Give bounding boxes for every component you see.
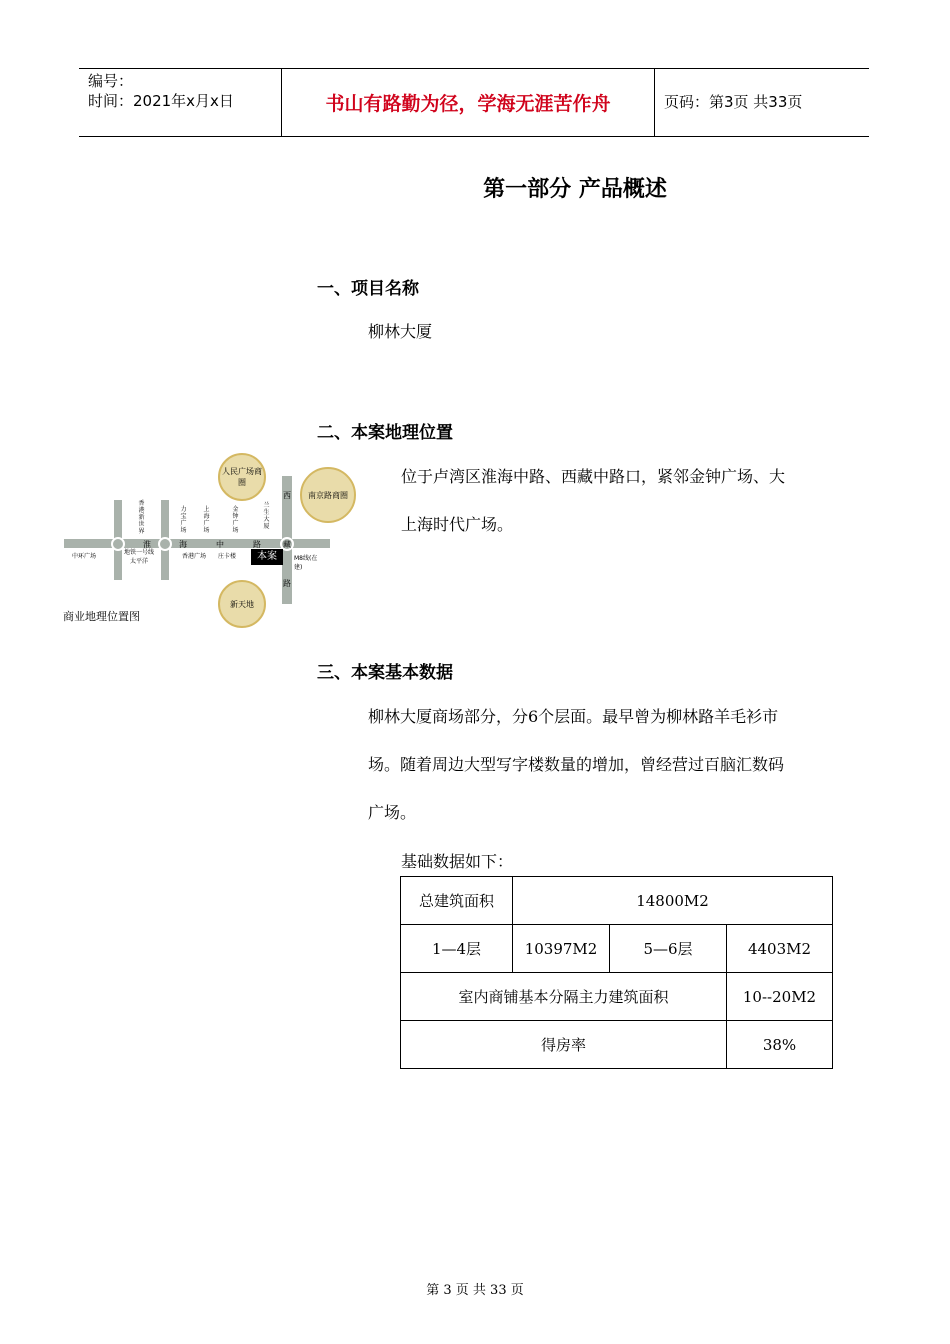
section-title: 三、本案基本数据 [317, 663, 453, 683]
data-text-line: 柳林大厦商场部分，分6个层面。最早曾为柳林路羊毛衫市 [368, 707, 779, 726]
map-road-char: 海 [179, 540, 187, 549]
header-motto: 书山有路勤为径，学海无涯苦作舟 [325, 93, 611, 115]
section-title: 二、本案地理位置 [317, 423, 453, 443]
map-label-poi: 庄卡楼 [218, 553, 237, 560]
map-circle-nanjing-road: 南京路商圈 [300, 467, 356, 523]
map-circle-peoples-square: 人民广场商圈 [218, 453, 266, 501]
map-label-poi: 香港广场 [182, 553, 207, 560]
header-left [88, 71, 234, 111]
map-project-marker: 本案 [251, 549, 283, 565]
map-label-poi: M8线(在建) [294, 555, 318, 571]
page-footer: 第 3 页 共 33 页 [426, 1283, 524, 1298]
location-text-line: 位于卢湾区淮海中路、西藏中路口，紧邻金钟广场、大 [401, 467, 786, 486]
map-label-building: 兰生大厦 [263, 502, 270, 530]
map-road-char: 中 [216, 540, 224, 549]
header-divider [654, 69, 655, 136]
map-label-building: 香港新世界 [138, 500, 145, 535]
basic-data-table [400, 876, 833, 1069]
map-label-building: 力宝广场 [180, 506, 187, 534]
map-road-char: 淮 [143, 540, 151, 549]
map-caption: 商业地理位置图 [63, 610, 140, 623]
table-row [401, 1021, 833, 1069]
map-road-char: 路 [283, 579, 291, 588]
table-cell: 10397M2 [513, 925, 610, 973]
map-road-char: 路 [253, 540, 261, 549]
map-road-char: 藏 [283, 540, 291, 549]
table-row [401, 925, 833, 973]
header-page-info: 页码：第3页 共33页 [664, 93, 803, 111]
map-node [111, 537, 125, 551]
map-label-building: 上海广场 [203, 506, 210, 534]
table-cell: 14800M2 [513, 877, 833, 925]
table-cell: 38% [727, 1021, 833, 1069]
table-cell: 1—4层 [401, 925, 513, 973]
map-node [158, 537, 172, 551]
part-title: 第一部分 产品概述 [483, 177, 667, 202]
table-intro: 基础数据如下： [401, 852, 514, 871]
table-cell: 10--20M2 [727, 973, 833, 1021]
data-text-line: 广场。 [368, 803, 417, 822]
map-label-poi: 太平洋 [130, 558, 149, 565]
location-text-line: 上海时代广场。 [401, 515, 514, 534]
location-map [60, 448, 360, 628]
project-name: 柳林大厦 [368, 322, 433, 341]
number-label: 编号： [88, 72, 134, 90]
time-label: 时间：2021年x月x日 [88, 92, 234, 110]
map-circle-xintiandi: 新天地 [218, 580, 266, 628]
table-cell: 得房率 [401, 1021, 727, 1069]
map-road-char: 西 [283, 491, 291, 500]
page-header [79, 68, 869, 137]
section-title: 一、项目名称 [317, 279, 419, 299]
map-label-poi: 中环广场 [72, 553, 97, 560]
table-cell: 室内商铺基本分隔主力建筑面积 [401, 973, 727, 1021]
table-row [401, 973, 833, 1021]
table-cell: 4403M2 [727, 925, 833, 973]
data-text-line: 场。随着周边大型写字楼数量的增加，曾经营过百脑汇数码 [368, 755, 785, 774]
table-row [401, 877, 833, 925]
table-cell: 总建筑面积 [401, 877, 513, 925]
map-label-poi: 地铁一号线 [124, 549, 155, 556]
map-label-building: 金钟广场 [232, 506, 239, 534]
table-cell: 5—6层 [610, 925, 727, 973]
